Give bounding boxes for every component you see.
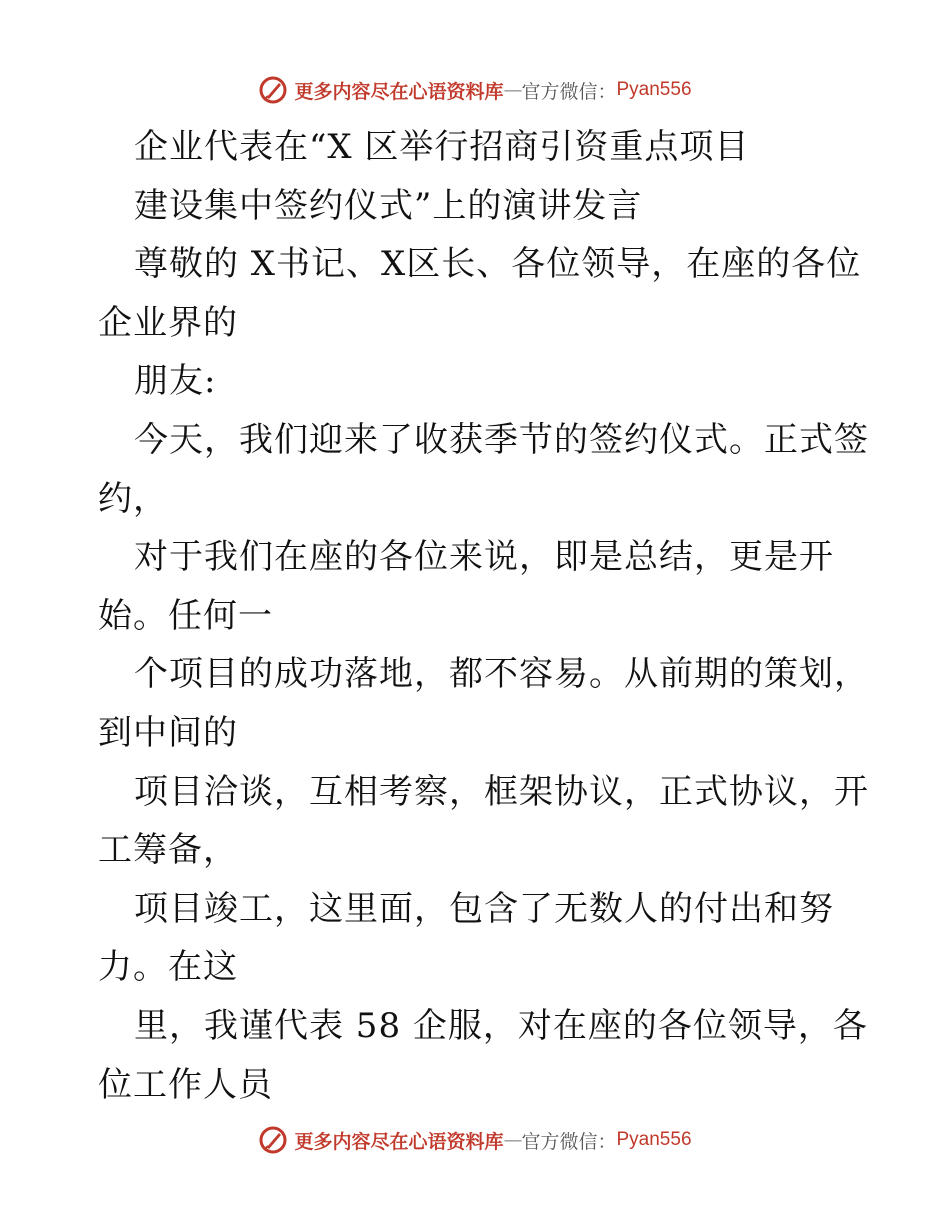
text-line: 到中间的 bbox=[98, 712, 238, 753]
watermark-wechat-id: Pyan556 bbox=[616, 79, 692, 100]
text-line: 尊敬的 X书记、X区长、各位领导，在座的各位 bbox=[134, 244, 862, 285]
title-line-1: 企业代表在“X 区举行招商引资重点项目 bbox=[134, 127, 750, 167]
text-line: 位工作人员 bbox=[98, 1064, 273, 1105]
text-line: 今天，我们迎来了收获季节的签约仪式。正式签 bbox=[134, 419, 869, 460]
watermark-wechat-label: 官方微信： bbox=[521, 1130, 617, 1153]
text-line: 个项目的成功落地，都不容易。从前期的策划， bbox=[134, 654, 869, 695]
header-watermark bbox=[0, 70, 950, 110]
quill-logo-icon bbox=[258, 1125, 288, 1155]
text-line: 项目洽谈，互相考察，框架协议，正式协议，开 bbox=[134, 771, 869, 812]
watermark-title: 更多内容尽在心语资料库 bbox=[294, 1130, 504, 1153]
text-line: 始。任何一 bbox=[98, 595, 273, 636]
watermark-dash: — bbox=[503, 79, 522, 101]
text-line: 项目竣工，这里面，包含了无数人的付出和努 bbox=[134, 888, 834, 929]
watermark-wechat-label: 官方微信： bbox=[521, 80, 617, 103]
text-line: 对于我们在座的各位来说，即是总结，更是开 bbox=[134, 537, 834, 578]
title-line-2: 建设集中签约仪式”上的演讲发言 bbox=[134, 185, 643, 226]
quill-logo-icon bbox=[258, 75, 288, 105]
text-line: 约， bbox=[98, 478, 168, 519]
text-line: 力。在这 bbox=[98, 947, 238, 988]
watermark-wechat-id: Pyan556 bbox=[616, 1129, 692, 1150]
text-line: 里，我谨代表 58 企服，对在座的各位领导，各 bbox=[134, 1005, 868, 1046]
watermark-title: 更多内容尽在心语资料库 bbox=[294, 80, 504, 103]
watermark-dash: — bbox=[503, 1129, 522, 1151]
document-body bbox=[98, 118, 869, 1114]
text-line: 工筹备， bbox=[98, 830, 238, 871]
text-line: 企业界的 bbox=[98, 302, 238, 343]
text-line: 朋友: bbox=[134, 361, 217, 402]
footer-watermark bbox=[0, 1120, 950, 1160]
